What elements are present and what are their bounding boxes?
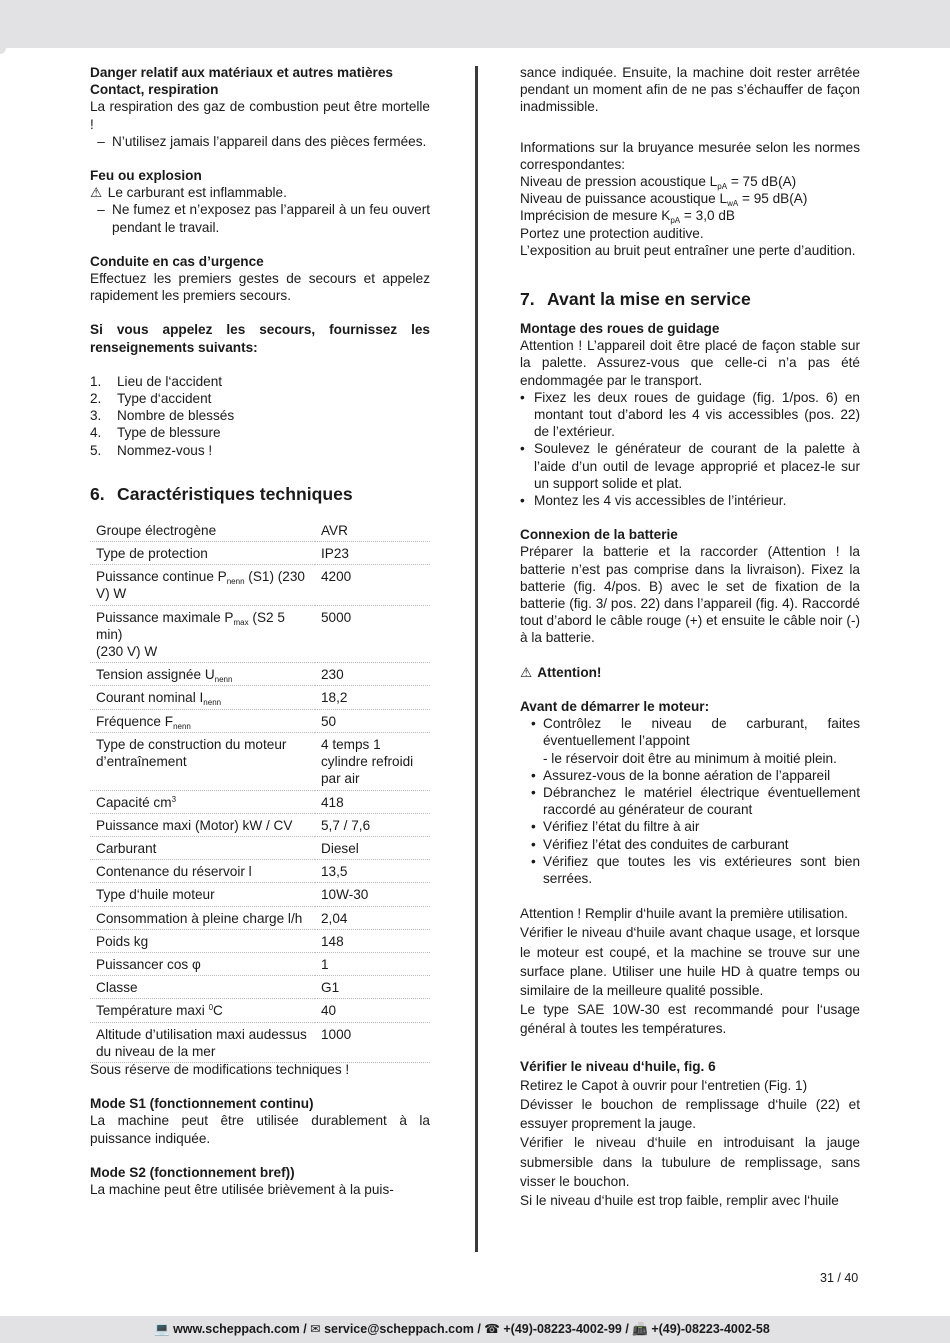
table-row: Température maxi $^0$C 40 [90, 999, 430, 1022]
list-item: 4. Type de blessure [90, 425, 221, 441]
table-row: Consommation à pleine charge l/h 2,04 [90, 906, 430, 929]
table-row: Courant nominal $I_{nenn}$ 18,2 [90, 686, 430, 709]
list-item: • Soulevez le générateur de courant de la palette à l’aide d’un outil de levage approprié et placez-le sur un support solide et plat. [520, 441, 860, 491]
call-list [90, 373, 430, 459]
list-item: • Vérifiez que toutes les vis extérieures sont bien serrées. [531, 853, 860, 886]
list-item: 2. Type d‘accident [90, 391, 212, 407]
table-row: Fréquence $F_{nenn}$ 50 [90, 709, 430, 732]
noise-intro: Informations sur la bruyance mesurée selon les normes correspondantes: [520, 139, 860, 172]
oil-text-2: Vérifier le niveau d‘huile avant chaque usage, et lorsque le moteur est coupé, et la machine se trouve sur une surface plane. Utiliser une huile HD à quatre temps ou similaire de la meilleure qualité possible. [520, 925, 860, 998]
check-oil-4: Si le niveau d‘huile est trop faible, remplir avec l‘huile [520, 1192, 839, 1208]
fire-item: – Ne fumez et n’exposez pas l’appareil à un feu ouvert pendant le travail. [97, 202, 430, 235]
warning-icon: ⚠ [90, 185, 103, 201]
table-row: Puissance maximale $P_{max}$ (S2 5 min) (230 V) W 5000 [90, 605, 430, 663]
check-oil-title: Vérifier le niveau d‘huile, fig. 6 [520, 1058, 716, 1074]
table-row: Carburant Diesel [90, 836, 430, 859]
before-start-title: Avant de démarrer le moteur: [520, 698, 710, 714]
table-row: Puissance continue $P_{nenn}$ (S1) (230 V) W 4200 [90, 565, 430, 605]
left-column [90, 64, 430, 1198]
list-item: • Vérifiez l’état du filtre à air [531, 819, 700, 835]
continued-text: sance indiquée. Ensuite, la machine doit rester arrêtée pendant un moment afin de ne pas s’échauffer de façon inadmissible. [520, 65, 860, 115]
list-item: 5. Nommez-vous ! [90, 442, 213, 458]
list-item: • Assurez-vous de la bonne aération de l’appareil [531, 767, 831, 783]
top-header-bar [0, 0, 950, 48]
footer-bar: 💻 www.scheppach.com / ✉ service@scheppach.com / ☎ +(49)-08223-4002-99 / 📠 +(49)-08223-4002-58 [0, 1316, 950, 1343]
wheels-text: Attention ! L’appareil doit être placé de façon stable sur la palette. Assurez-vous que celle-ci n’a pas été endommagée par le transport. [520, 338, 860, 388]
s1-title: Mode S1 (fonctionnement continu) [90, 1096, 314, 1112]
oil-text-3: Le type SAE 10W-30 est recommandé pour l‘usage général à toutes les températures. [520, 1002, 860, 1037]
table-row: Puissancer cos φ 1 [90, 952, 430, 975]
check-oil-1: Retirez le Capot à ouvrir pour l‘entretien (Fig. 1) [520, 1077, 808, 1093]
noise-protection: Portez une protection auditive. [520, 225, 704, 241]
fax-icon: 📠 [632, 1322, 648, 1336]
s2-title: Mode S2 (fonctionnement bref)) [90, 1164, 295, 1180]
column-divider [475, 66, 478, 1252]
phone-icon: ☎ [484, 1322, 500, 1336]
warning-icon: ⚠ [520, 664, 533, 680]
danger-item: – N’utilisez jamais l’appareil dans des pièces fermées. [97, 133, 427, 149]
noise-power: Niveau de puissance acoustique $L_{wA} = 95$ dB(A) [520, 191, 808, 209]
footer-fax: +(49)-08223-4002-58 [651, 1322, 770, 1336]
table-row: Capacité $cm^3$ 418 [90, 790, 430, 813]
fire-warning: ⚠ Le carburant est inflammable. [90, 185, 287, 201]
s2-text: La machine peut être utilisée brièvement à la puis- [90, 1181, 394, 1197]
list-item: 1. Lieu de l‘accident [90, 373, 223, 389]
emergency-title: Conduite en cas d’urgence [90, 253, 264, 269]
footer-phone: +(49)-08223-4002-99 [503, 1322, 622, 1336]
table-row: Classe G1 [90, 976, 430, 999]
header-corner [0, 48, 6, 54]
section-7-heading: 7. Avant la mise en service [520, 289, 751, 310]
battery-text: Préparer la batterie et la raccorder (Attention ! la batterie n’est pas comprise dans la livraison). Fixez la batterie (fig. 4/pos. B) avec le set de fixation de la batterie (fig. 3/ pos. 22) dans l’appareil (fig. 4). Raccordé tout d’abord le câble rouge (+) et ensuite le câble noir (-) à la batterie. [520, 544, 860, 646]
list-item: • Débranchez le matériel électrique éventuellement raccordé au générateur de courant [531, 784, 860, 818]
table-row: Tension assignée $U_{nenn}$ 230 [90, 663, 430, 686]
table-row: Poids kg 148 [90, 929, 430, 952]
table-row: Type d‘huile moteur 10W-30 [90, 883, 430, 906]
right-column [520, 64, 860, 1210]
table-row: Puissance maxi (Motor) kW / CV 5,7 / 7,6 [90, 813, 430, 836]
check-oil-3: Vérifier le niveau d‘huile en introduisant la jauge submersible dans la tubulure de remplissage, sans visser le bouchon. [520, 1135, 860, 1189]
page-number: 31 / 40 [820, 1271, 859, 1285]
danger-text: La respiration des gaz de combustion peut être mortelle ! [90, 99, 430, 132]
danger-title: Danger relatif aux matériaux et autres matières Contact, respiration [90, 65, 393, 98]
fire-title: Feu ou explosion [90, 168, 202, 184]
attention-heading: ⚠ Attention! [520, 664, 602, 680]
table-row: Groupe électrogène AVR [90, 519, 430, 542]
call-title: Si vous appelez les secours, fournissez les renseignements suivants: [90, 322, 430, 355]
list-item: • Contrôlez le niveau de carburant, faites éventuellement l’appoint - le réservoir doit être au minimum à moitié plein. [531, 716, 860, 766]
emergency-text: Effectuez les premiers gestes de secours et appelez rapidement les premiers secours. [90, 271, 430, 304]
section-6-heading: 6. Caractéristiques techniques [90, 483, 353, 504]
noise-warning: L’exposition au bruit peut entraîner une perte d’audition. [520, 242, 856, 258]
spec-table [90, 519, 430, 1063]
battery-title: Connexion de la batterie [520, 527, 678, 543]
table-row: Contenance du réservoir l 13,5 [90, 860, 430, 883]
list-item: • Fixez les deux roues de guidage (fig. 1/pos. 6) en montant tout d’abord les 4 vis accessibles (pos. 22) de l’extérieur. [520, 389, 860, 440]
check-oil-2: Dévisser le bouchon de remplissage d‘huile (22) et essuyer proprement la jauge. [520, 1096, 860, 1132]
email-icon: ✉ [310, 1322, 321, 1336]
footer-email[interactable]: service@scheppach.com [324, 1322, 474, 1336]
table-row: Type de construction du moteur d’entraînement 4 temps 1 cylindre refroidi par air [90, 732, 430, 790]
list-item: • Vérifiez l’état des conduites de carburant [531, 836, 789, 852]
noise-pressure: Niveau de pression acoustique $L_{pA} = 75$ dB(A) [520, 174, 797, 192]
noise-uncertainty: Imprécision de mesure $K_{pA} = 3,0$ dB [520, 208, 735, 226]
oil-text-1: Attention ! Remplir d‘huile avant la première utilisation. [520, 906, 848, 922]
reserve-note: Sous réserve de modifications techniques ! [90, 1061, 350, 1077]
computer-icon: 💻 [154, 1322, 170, 1336]
list-item: • Montez les 4 vis accessibles de l’intérieur. [520, 493, 787, 509]
table-row: Altitude d’utilisation maxi audessus du niveau de la mer 1000 [90, 1022, 430, 1062]
wheels-title: Montage des roues de guidage [520, 321, 720, 337]
table-row: Type de protection IP23 [90, 542, 430, 565]
s1-text: La machine peut être utilisée durablement à la puissance indiquée. [90, 1113, 430, 1146]
footer-website[interactable]: www.scheppach.com [173, 1322, 300, 1336]
list-item: 3. Nombre de blessés [90, 408, 235, 424]
